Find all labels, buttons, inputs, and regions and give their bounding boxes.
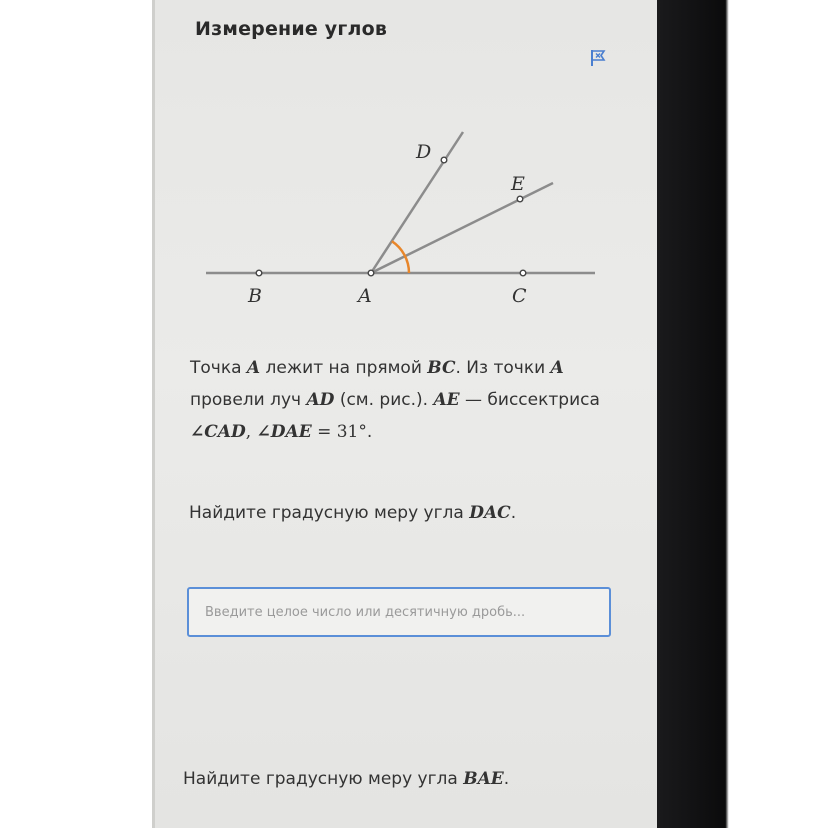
- point-c: [520, 270, 526, 276]
- label-b: B: [248, 285, 262, 307]
- answer-field-container[interactable]: [187, 587, 611, 637]
- question-bae: Найдите градусную меру угла BAE.: [183, 769, 510, 789]
- phone-bezel-right: [657, 0, 828, 828]
- point-a: [368, 270, 374, 276]
- geometry-figure: [152, 120, 657, 320]
- question-dac: Найдите градусную меру угла DAC.: [189, 503, 517, 523]
- label-d: D: [416, 141, 432, 163]
- screen-edge: [152, 0, 155, 828]
- label-a: A: [358, 285, 372, 307]
- page-title: Измерение углов: [195, 18, 388, 40]
- report-flag-icon[interactable]: [589, 48, 609, 68]
- point-b: [256, 270, 262, 276]
- label-c: C: [512, 285, 527, 307]
- answer-input[interactable]: [189, 589, 609, 635]
- point-e: [517, 196, 523, 202]
- label-e: E: [511, 173, 525, 195]
- ray-ae: [371, 183, 553, 273]
- exercise-screen: [152, 0, 657, 828]
- problem-statement: Точка A лежит на прямой BC. Из точки A провели луч AD (см. рис.). AE — биссектриса ∠CAD, ∠DAE = 31°.: [190, 358, 600, 442]
- point-d: [441, 157, 447, 163]
- photo-background-left: [0, 0, 155, 828]
